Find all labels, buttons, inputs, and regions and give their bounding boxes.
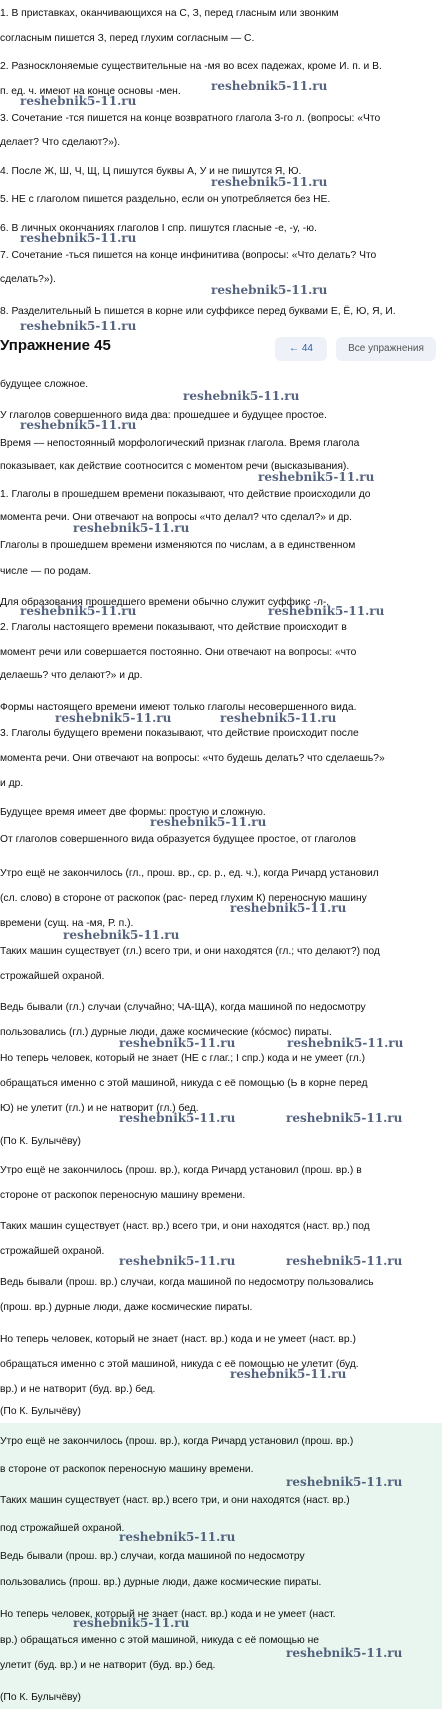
tense-line: Ведь бывали (прош. вр.) случаи, когда машиной по недосмотру пользовались xyxy=(0,1277,374,1288)
exercise-title: Упражнение 45 xyxy=(0,337,111,354)
watermark: reshebnik5-11.ru xyxy=(55,711,172,725)
watermark: reshebnik5-11.ru xyxy=(73,521,190,535)
watermark: reshebnik5-11.ru xyxy=(20,231,137,245)
watermark: reshebnik5-11.ru xyxy=(230,901,347,915)
watermark: reshebnik5-11.ru xyxy=(20,418,137,432)
theory-line: Время — непостоянный морфологический признак глагола. Время глагола xyxy=(0,438,360,449)
answer-line: Ведь бывали (прош. вр.) случаи, когда машиной по недосмотру xyxy=(0,1551,305,1562)
rule-line: 1. В приставках, оканчивающихся на С, З, перед гласным или звонким xyxy=(0,8,339,19)
tense-line: Но теперь человек, который не знает (наст. вр.) кода и не умеет (наст. вр.) xyxy=(0,1334,356,1345)
watermark: reshebnik5-11.ru xyxy=(258,470,375,484)
watermark: reshebnik5-11.ru xyxy=(286,1254,403,1268)
analysis-line: обращаться именно с этой машиной, никуда с её помощью (Ь в корне перед xyxy=(0,1078,368,1089)
watermark: reshebnik5-11.ru xyxy=(211,79,328,93)
tense-line: (По К. Булычёву) xyxy=(0,1406,81,1417)
watermark: reshebnik5-11.ru xyxy=(73,1616,190,1630)
analysis-line: Таких машин существует (гл.) всего три, и они находятся (гл.; что делают?) под xyxy=(0,946,380,957)
answer-line: в стороне от раскопок переносную машину времени. xyxy=(0,1464,254,1475)
analysis-line: (По К. Булычёву) xyxy=(0,1136,81,1147)
rule-line: 8. Разделительный Ь пишется в корне или суффиксе перед буквами Е, Ё, Ю, Я, И. xyxy=(0,306,396,317)
answer-line: Но теперь человек, который не знает (наст. вр.) кода и не умеет (наст. xyxy=(0,1609,336,1620)
watermark: reshebnik5-11.ru xyxy=(286,1646,403,1660)
rule-line: 6. В личных окончаниях глаголов I спр. пишутся гласные -е, -у, -ю. xyxy=(0,223,317,234)
answer-line: пользовались (прош. вр.) дурные люди, даже космические пираты. xyxy=(0,1577,322,1588)
exercise-header xyxy=(0,332,442,364)
watermark: reshebnik5-11.ru xyxy=(119,1111,236,1125)
answer-line: Таких машин существует (наст. вр.) всего три, и они находятся (наст. вр.) xyxy=(0,1495,350,1506)
theory-line: У глаголов совершенного вида два: прошедшее и будущее простое. xyxy=(0,410,327,421)
theory-line: момента речи. Они отвечают на вопросы: «что будешь делать? что сделаешь?» xyxy=(0,753,385,764)
tense-line: (прош. вр.) дурные люди, даже космические пираты. xyxy=(0,1302,253,1313)
theory-line: делаешь? что делают?» и др. xyxy=(0,670,143,681)
analysis-line: Ю) не улетит (гл.) и не натворит (гл.) бед. xyxy=(0,1103,199,1114)
prev-exercise-label: 44 xyxy=(301,343,313,354)
theory-line: Глаголы в прошедшем времени изменяются по числам, а в единственном xyxy=(0,540,356,551)
watermark: reshebnik5-11.ru xyxy=(211,283,328,297)
arrow-left-icon: ← xyxy=(289,343,300,354)
rule-line: сделать?»). xyxy=(0,274,56,285)
watermark: reshebnik5-11.ru xyxy=(20,319,137,333)
tense-line: Утро ещё не закончилось (прош. вр.), когда Ричард установил (прош. вр.) в xyxy=(0,1165,362,1176)
theory-line: момент речи или совершается постоянно. Они отвечают на вопросы: «что xyxy=(0,647,357,658)
analysis-line: Ведь бывали (гл.) случаи (случайно; ЧА-ЩА), когда машиной по недосмотру xyxy=(0,1002,366,1013)
watermark: reshebnik5-11.ru xyxy=(220,711,337,725)
theory-line: будущее сложное. xyxy=(0,379,89,390)
watermark: reshebnik5-11.ru xyxy=(286,1475,403,1489)
watermark: reshebnik5-11.ru xyxy=(211,175,328,189)
answer-line: вр.) обращаться именно с этой машиной, никуда с её помощью не xyxy=(0,1635,319,1646)
rule-line: делает? Что сделают?»). xyxy=(0,137,121,148)
theory-line: показывает, как действие соотносится с моментом речи (высказывания). xyxy=(0,461,350,472)
watermark: reshebnik5-11.ru xyxy=(268,604,385,618)
watermark: reshebnik5-11.ru xyxy=(63,928,180,942)
answer-line: под строжайшей охраной. xyxy=(0,1523,125,1534)
analysis-line: Но теперь человек, который не знает (НЕ с глаг.; I спр.) кода и не умеет (гл.) xyxy=(0,1053,366,1064)
tense-line: Таких машин существует (наст. вр.) всего три, и они находятся (наст. вр.) под xyxy=(0,1221,370,1232)
rule-line: 4. После Ж, Ш, Ч, Щ, Ц пишутся буквы А, У и не пишутся Я, Ю. xyxy=(0,166,302,177)
all-exercises-button[interactable]: Все упражнения xyxy=(336,337,436,361)
tense-line: стороне от раскопок переносную машину времени. xyxy=(0,1190,246,1201)
theory-line: 2. Глаголы настоящего времени показывают, что действие происходит в xyxy=(0,622,347,633)
analysis-line: строжайшей охраной. xyxy=(0,971,105,982)
watermark: reshebnik5-11.ru xyxy=(119,1530,236,1544)
theory-line: и др. xyxy=(0,778,24,789)
answer-line: (По К. Булычёву) xyxy=(0,1692,81,1703)
rule-line: 3. Сочетание -тся пишется на конце возвратного глагола 3-го л. (вопросы: «Что xyxy=(0,113,381,124)
rule-line: 2. Разносклоняемые существительные на -мя во всех падежах, кроме И. п. и В. xyxy=(0,61,382,72)
watermark: reshebnik5-11.ru xyxy=(20,94,137,108)
rule-line: 5. НЕ с глаголом пишется раздельно, если он употребляется без НЕ. xyxy=(0,194,331,205)
watermark: reshebnik5-11.ru xyxy=(150,815,267,829)
theory-line: 1. Глаголы в прошедшем времени показывают, что действие происходили до xyxy=(0,489,371,500)
watermark: reshebnik5-11.ru xyxy=(119,1254,236,1268)
analysis-line: (сл. слово) в стороне от раскопок (рас- перед глухим К) переносную машину xyxy=(0,893,367,904)
theory-line: Формы настоящего времени имеют только глаголы несовершенного вида. xyxy=(0,702,357,713)
rule-line: согласным пишется З, перед глухим согласным — С. xyxy=(0,33,255,44)
rule-line: 7. Сочетание -ться пишется на конце инфинитива (вопросы: «Что делать? Что xyxy=(0,250,377,261)
theory-line: Для образования прошедшего времени обычно служит суффикс -л-. xyxy=(0,597,330,608)
answer-line: Утро ещё не закончилось (прош. вр.), когда Ричард установил (прош. вр.) xyxy=(0,1436,354,1447)
analysis-line: времени (сущ. на -мя, Р. п.). xyxy=(0,918,134,929)
tense-line: вр.) и не натворит (буд. вр.) бед. xyxy=(0,1384,156,1395)
analysis-line: пользовались (гл.) дурные люди, даже космические (кóсмос) пираты. xyxy=(0,1027,332,1038)
prev-exercise-button[interactable] xyxy=(275,337,327,361)
watermark: reshebnik5-11.ru xyxy=(287,1036,404,1050)
theory-line: 3. Глаголы будущего времени показывают, что действие происходит после xyxy=(0,728,359,739)
watermark: reshebnik5-11.ru xyxy=(119,1036,236,1050)
watermark: reshebnik5-11.ru xyxy=(20,604,137,618)
theory-line: числе — по родам. xyxy=(0,566,92,577)
theory-line: От глаголов совершенного вида образуется будущее простое, от глаголов xyxy=(0,834,357,845)
theory-line: момента речи. Они отвечают на вопросы «что делал? что сделал?» и др. xyxy=(0,512,353,523)
tense-line: строжайшей охраной. xyxy=(0,1246,105,1257)
rule-line: п. ед. ч. имеют на конце основы -мен. xyxy=(0,86,181,97)
answer-line: улетит (буд. вр.) и не натворит (буд. вр.) бед. xyxy=(0,1660,216,1671)
watermark: reshebnik5-11.ru xyxy=(230,1367,347,1381)
watermark: reshebnik5-11.ru xyxy=(286,1111,403,1125)
analysis-line: Утро ещё не закончилось (гл., прош. вр., ср. р., ед. ч.), когда Ричард установил xyxy=(0,868,379,879)
theory-line: Будущее время имеет две формы: простую и сложную. xyxy=(0,807,266,818)
watermark: reshebnik5-11.ru xyxy=(183,389,300,403)
tense-line: обращаться именно с этой машиной, никуда с её помощью не улетит (буд. xyxy=(0,1359,359,1370)
